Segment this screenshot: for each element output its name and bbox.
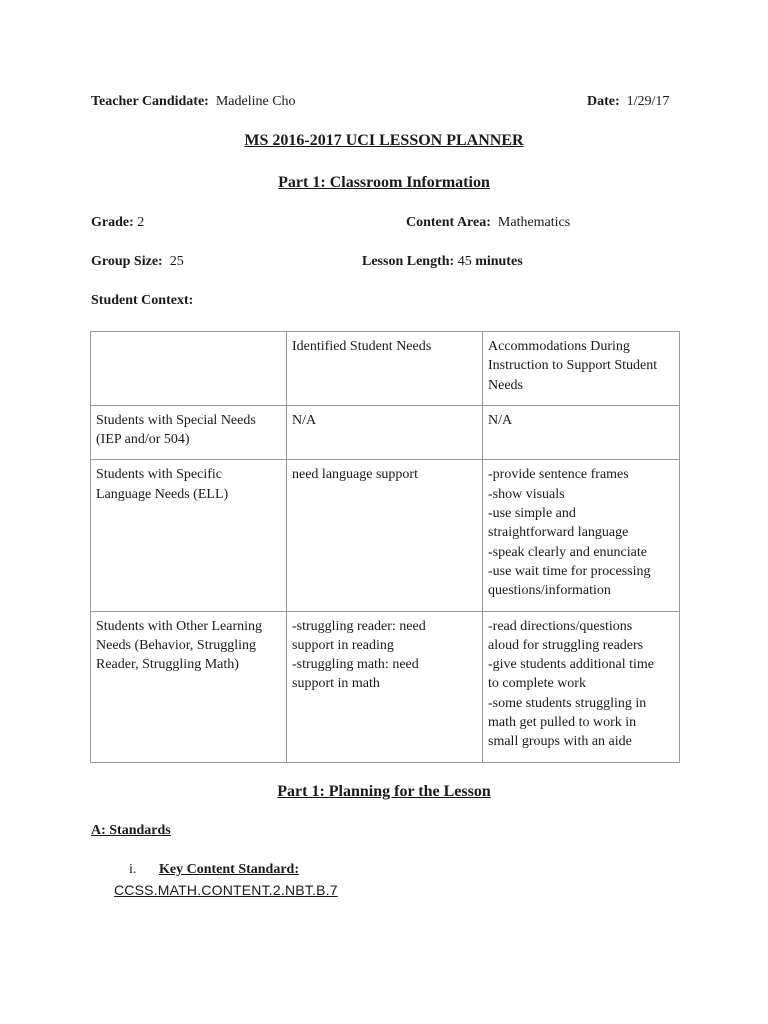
row-needs-cell bbox=[287, 405, 483, 460]
date-value: 1/29/17 bbox=[626, 94, 670, 109]
row-accommodations-line: -use simple and bbox=[488, 506, 576, 522]
row-accommodations-line: -provide sentence frames bbox=[488, 467, 629, 483]
row-needs-line: N/A bbox=[292, 412, 317, 428]
date-line bbox=[587, 94, 669, 110]
row-needs-line: -struggling reader: need bbox=[292, 618, 426, 634]
section-a-standards: A: Standards bbox=[91, 823, 171, 838]
key-content-standard-label: Key Content Standard: bbox=[159, 862, 300, 877]
row-accommodations-cell bbox=[483, 460, 680, 611]
row-label-line: (IEP and/or 504) bbox=[96, 432, 190, 448]
row-label-line: Reader, Struggling Math) bbox=[96, 657, 239, 673]
row-label-line: Students with Special Needs bbox=[96, 412, 256, 428]
row-label-line: Students with Specific bbox=[96, 467, 222, 483]
teacher-candidate-label: Teacher Candidate: bbox=[91, 94, 209, 109]
row-accommodations-line: -use wait time for processing bbox=[488, 563, 651, 579]
row-needs-line: support in reading bbox=[292, 637, 394, 653]
row-label-line: Needs (Behavior, Struggling bbox=[96, 637, 257, 653]
row-accommodations-line: straightforward language bbox=[488, 525, 629, 541]
header-accommodations-line: Needs bbox=[488, 377, 523, 393]
grade-line bbox=[91, 215, 144, 231]
content-area-value: Mathematics bbox=[497, 215, 571, 230]
row-label-cell bbox=[91, 611, 287, 762]
header-accommodations-line: Accommodations During bbox=[488, 339, 630, 354]
table-header-cell-needs bbox=[287, 332, 483, 406]
row-needs-line: -struggling math: need bbox=[292, 657, 419, 673]
student-context-label: Student Context: bbox=[91, 293, 194, 308]
row-label-cell bbox=[91, 405, 287, 460]
row-needs-cell bbox=[287, 460, 483, 611]
lesson-length-label: Lesson Length: bbox=[362, 254, 455, 269]
row-accommodations-line: to complete work bbox=[488, 676, 586, 692]
table-header-cell-accommodations bbox=[483, 332, 680, 406]
row-accommodations-line: -some students struggling in bbox=[488, 695, 647, 711]
lesson-length-number: 45 bbox=[457, 254, 472, 269]
document-title: MS 2016-2017 UCI LESSON PLANNER bbox=[244, 132, 524, 149]
table-row bbox=[91, 611, 680, 762]
grade-label: Grade: bbox=[91, 215, 134, 230]
row-needs-cell bbox=[287, 611, 483, 762]
teacher-candidate-value: Madeline Cho bbox=[215, 94, 296, 109]
row-needs-line: support in math bbox=[292, 676, 380, 692]
table-row bbox=[91, 460, 680, 611]
row-needs-line: need language support bbox=[292, 467, 418, 483]
row-accommodations-cell bbox=[483, 405, 680, 460]
header-needs-text: Identified Student Needs bbox=[292, 339, 432, 354]
row-accommodations-line: questions/information bbox=[488, 583, 611, 599]
row-accommodations-line: -show visuals bbox=[488, 486, 565, 502]
table-header-row bbox=[91, 332, 680, 406]
row-accommodations-line: small groups with an aide bbox=[488, 734, 632, 750]
row-accommodations-line: -give students additional time bbox=[488, 657, 655, 673]
teacher-candidate-line bbox=[91, 94, 296, 110]
row-accommodations-line: math get pulled to work in bbox=[488, 715, 637, 731]
group-size-label: Group Size: bbox=[91, 254, 163, 269]
date-label: Date: bbox=[587, 94, 620, 109]
lesson-length-unit: minutes bbox=[475, 254, 523, 269]
content-area-line bbox=[406, 215, 570, 231]
standard-numeral: i. bbox=[129, 862, 137, 877]
standard-code: CCSS.MATH.CONTENT.2.NBT.B.7 bbox=[114, 882, 338, 898]
table-header-cell-empty bbox=[91, 332, 287, 406]
row-accommodations-line: -speak clearly and enunciate bbox=[488, 544, 647, 560]
row-accommodations-cell bbox=[483, 611, 680, 762]
row-accommodations-line: aloud for struggling readers bbox=[488, 637, 644, 653]
row-label-line: Students with Other Learning bbox=[96, 618, 263, 634]
row-label-line: Language Needs (ELL) bbox=[96, 486, 229, 502]
row-accommodations-line: N/A bbox=[488, 412, 513, 428]
header-accommodations-line: Instruction to Support Student bbox=[488, 358, 658, 374]
group-size-line bbox=[91, 254, 184, 270]
part1-classroom-title: Part 1: Classroom Information bbox=[278, 174, 490, 191]
grade-value: 2 bbox=[137, 215, 145, 230]
content-area-label: Content Area: bbox=[406, 215, 491, 230]
part1-planning-title: Part 1: Planning for the Lesson bbox=[277, 783, 491, 800]
row-label-cell bbox=[91, 460, 287, 611]
table-row bbox=[91, 405, 680, 460]
lesson-length-line bbox=[362, 254, 523, 270]
group-size-value: 25 bbox=[169, 254, 184, 269]
row-accommodations-line: -read directions/questions bbox=[488, 618, 633, 634]
student-context-table bbox=[90, 331, 680, 763]
